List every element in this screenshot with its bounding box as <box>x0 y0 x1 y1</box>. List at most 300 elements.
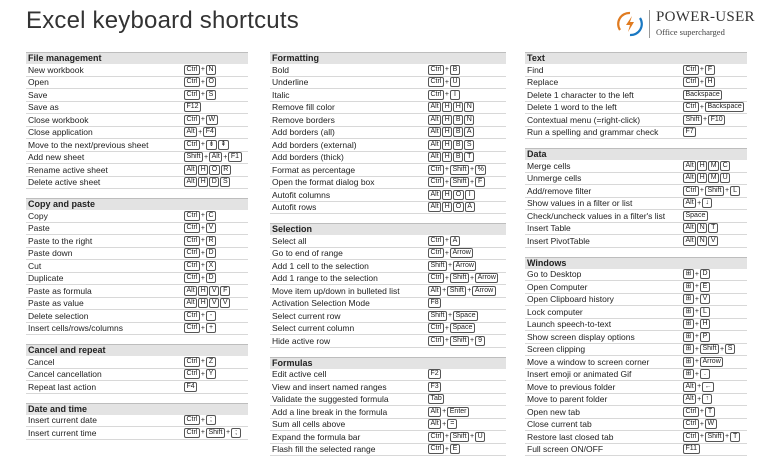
plus-sign: + <box>200 237 205 245</box>
keycap: ↓ <box>702 198 712 208</box>
keycap: U <box>475 432 485 442</box>
keycap: Shift <box>450 165 469 175</box>
shortcut-keys <box>428 298 441 308</box>
plus-sign: + <box>694 370 699 378</box>
shortcut-keys <box>683 90 722 100</box>
shortcut-keys <box>428 369 441 379</box>
shortcut-row <box>270 139 506 152</box>
plus-sign: + <box>699 103 704 111</box>
page-title: Excel keyboard shortcuts <box>26 7 299 34</box>
keycap: Ctrl <box>184 90 200 100</box>
keycap: Alt <box>428 140 441 150</box>
shortcut-row <box>525 294 747 307</box>
keycap: Ctrl <box>184 236 200 246</box>
shortcut-label: Delete selection <box>28 310 89 321</box>
shortcut-keys <box>428 382 441 392</box>
keycap: X <box>206 261 216 271</box>
shortcut-label: Move a window to screen corner <box>527 356 650 367</box>
shortcut-keys <box>683 344 735 354</box>
shortcut-keys <box>184 323 216 333</box>
keycap: ; <box>206 415 216 425</box>
keycap: V <box>700 294 710 304</box>
plus-sign: + <box>444 178 449 186</box>
keycap: N <box>697 236 707 246</box>
shortcut-row <box>26 285 248 298</box>
keycap: ⊞ <box>683 344 694 354</box>
shortcut-row <box>270 310 506 323</box>
keycap: Space <box>683 211 708 221</box>
keycap: F4 <box>203 127 216 137</box>
shortcut-label: Flash fill the selected range <box>272 444 376 455</box>
keycap: R <box>221 165 231 175</box>
shortcut-keys <box>428 273 498 283</box>
keycap: H <box>198 177 208 187</box>
keycap: Z <box>206 357 216 367</box>
keycap: Shift <box>184 152 203 162</box>
section-title: File management <box>26 52 248 64</box>
shortcut-keys <box>428 311 478 321</box>
shortcut-row <box>525 444 747 457</box>
keycap: Alt <box>428 190 441 200</box>
shortcut-row <box>270 419 506 432</box>
shortcut-row <box>525 160 747 173</box>
plus-sign: + <box>699 408 704 416</box>
keycap: U <box>450 77 460 87</box>
shortcut-row <box>525 77 747 90</box>
keycap: = <box>447 419 457 429</box>
shortcut-keys <box>428 102 474 112</box>
shortcut-label: Check/uncheck values in a filter's list <box>527 210 666 221</box>
plus-sign: + <box>699 433 704 441</box>
shortcut-label: Select current row <box>272 310 341 321</box>
shortcut-keys <box>184 273 216 283</box>
shortcut-label: Rename active sheet <box>28 164 108 175</box>
shortcut-label: Paste <box>28 223 50 234</box>
keycap: Alt <box>428 286 441 296</box>
plus-sign: + <box>198 128 203 136</box>
shortcut-row <box>26 139 248 152</box>
keycap: Y <box>206 369 216 379</box>
keycap: Alt <box>184 127 197 137</box>
shortcut-keys <box>184 369 216 379</box>
shortcut-label: Hide active row <box>272 335 331 346</box>
shortcut-label: Go to end of range <box>272 248 343 259</box>
keycap: ⊞ <box>683 369 694 379</box>
keycap: O <box>453 190 463 200</box>
keycap: C <box>720 161 730 171</box>
keycap: H <box>700 319 710 329</box>
shortcut-label: Paste to the right <box>28 235 93 246</box>
keycap: Space <box>453 311 478 321</box>
keycap: Arrow <box>472 286 495 296</box>
shortcut-row <box>26 235 248 248</box>
keycap: Ctrl <box>184 369 200 379</box>
shortcut-label: View and insert named ranges <box>272 381 387 392</box>
keycap: L <box>730 186 740 196</box>
keycap: Ctrl <box>428 336 444 346</box>
brand-logo <box>616 8 766 42</box>
shortcut-label: Add new sheet <box>28 152 85 163</box>
shortcut-label: Paste as formula <box>28 285 92 296</box>
keycap: Shift <box>447 286 466 296</box>
keycap: L <box>700 307 710 317</box>
shortcut-row <box>270 444 506 457</box>
shortcut-keys <box>683 102 744 112</box>
keycap: ↑ <box>702 394 712 404</box>
keycap: F3 <box>428 382 441 392</box>
shortcut-row <box>270 248 506 261</box>
shortcut-row <box>270 285 506 298</box>
shortcut-row <box>26 427 248 440</box>
keycap: Ctrl <box>184 77 200 87</box>
shortcut-row <box>525 198 747 211</box>
plus-sign: + <box>694 320 699 328</box>
shortcut-row <box>525 356 747 369</box>
section <box>270 357 506 457</box>
keycap: Ctrl <box>428 323 444 333</box>
keycap: B <box>453 140 463 150</box>
shortcut-label: Run a spelling and grammar check <box>527 127 659 138</box>
column-right <box>525 52 747 465</box>
plus-sign: + <box>204 153 209 161</box>
shortcut-label: Close current tab <box>527 419 592 430</box>
shortcut-label: Italic <box>272 89 290 100</box>
shortcut-label: Cancel cancellation <box>28 369 102 380</box>
shortcut-keys <box>184 165 231 175</box>
shortcut-label: Restore last closed tab <box>527 431 614 442</box>
shortcut-keys <box>184 211 216 221</box>
shortcut-label: Expand the formula bar <box>272 431 361 442</box>
keycap: H <box>705 77 715 87</box>
shortcut-row <box>26 273 248 286</box>
shortcut-label: Remove fill color <box>272 102 335 113</box>
plus-sign: + <box>200 312 205 320</box>
plus-sign: + <box>448 262 453 270</box>
keycap: H <box>697 173 707 183</box>
shortcut-label: Move to the next/previous sheet <box>28 139 149 150</box>
keycap: Alt <box>184 165 197 175</box>
keycap: S <box>725 344 735 354</box>
keycap: U <box>720 173 730 183</box>
keycap: Ctrl <box>683 65 699 75</box>
plus-sign: + <box>444 274 449 282</box>
keycap: Arrow <box>700 357 723 367</box>
keycap: H <box>198 286 208 296</box>
shortcut-keys <box>683 332 710 342</box>
shortcut-label: Sum all cells above <box>272 419 346 430</box>
shortcut-row <box>26 223 248 236</box>
keycap: ⊞ <box>683 269 694 279</box>
shortcut-row <box>26 415 248 428</box>
shortcut-label: Save <box>28 89 48 100</box>
keycap: F <box>705 65 715 75</box>
plus-sign: + <box>694 345 699 353</box>
plus-sign: + <box>200 66 205 74</box>
shortcut-label: Insert current time <box>28 427 97 438</box>
shortcut-label: Add borders (all) <box>272 127 335 138</box>
shortcut-row <box>26 210 248 223</box>
plus-sign: + <box>694 270 699 278</box>
shortcut-keys <box>428 261 476 271</box>
keycap: N <box>464 115 474 125</box>
keycap: H <box>198 298 208 308</box>
shortcut-keys <box>184 140 229 150</box>
shortcut-keys <box>184 382 197 392</box>
shortcut-row <box>26 114 248 127</box>
keycap: D <box>700 269 710 279</box>
keycap: D <box>206 273 216 283</box>
plus-sign: + <box>200 429 205 437</box>
keycap: Ctrl <box>428 273 444 283</box>
keycap: Ctrl <box>184 311 200 321</box>
shortcut-row <box>270 202 506 215</box>
keycap: Ctrl <box>184 248 200 258</box>
plus-sign: + <box>442 287 447 295</box>
shortcut-keys <box>683 198 712 208</box>
keycap: 9 <box>475 336 485 346</box>
shortcut-label: Cancel <box>28 356 55 367</box>
keycap: Ctrl <box>184 223 200 233</box>
plus-sign: + <box>467 287 472 295</box>
shortcut-label: Autofit columns <box>272 189 331 200</box>
shortcut-label: Add/remove filter <box>527 185 592 196</box>
shortcut-keys <box>184 298 230 308</box>
shortcut-keys <box>683 407 715 417</box>
keycap: % <box>475 165 486 175</box>
keycap: - <box>206 311 216 321</box>
keycap: Ctrl <box>683 186 699 196</box>
shortcut-label: Delete 1 word to the left <box>527 102 617 113</box>
keycap: Ctrl <box>428 65 444 75</box>
keycap: Alt <box>428 127 441 137</box>
shortcut-keys <box>683 211 708 221</box>
shortcut-row <box>26 356 248 369</box>
keycap: Ctrl <box>184 115 200 125</box>
shortcut-row <box>26 369 248 382</box>
shortcut-label: Activation Selection Mode <box>272 298 370 309</box>
keycap: Alt <box>428 152 441 162</box>
section <box>26 403 248 440</box>
shortcut-keys <box>428 77 460 87</box>
plus-sign: + <box>697 383 702 391</box>
keycap: Alt <box>683 161 696 171</box>
keycap: R <box>206 236 216 246</box>
shortcut-label: Open Clipboard history <box>527 294 614 305</box>
section-title: Copy and paste <box>26 198 248 210</box>
shortcut-label: Show screen display options <box>527 331 635 342</box>
shortcut-row <box>26 102 248 115</box>
shortcut-label: Show values in a filter or list <box>527 198 633 209</box>
keycap: O <box>206 77 216 87</box>
keycap: F8 <box>428 298 441 308</box>
keycap: Alt <box>428 102 441 112</box>
keycap: F4 <box>184 382 197 392</box>
keycap: ⊞ <box>683 282 694 292</box>
keycap: Shift <box>683 115 702 125</box>
shortcut-keys <box>428 65 460 75</box>
shortcut-row <box>270 77 506 90</box>
shortcut-keys <box>428 152 474 162</box>
keycap: Shift <box>428 261 447 271</box>
plus-sign: + <box>444 78 449 86</box>
keycap: S <box>206 90 216 100</box>
shortcut-label: Add a line break in the formula <box>272 406 388 417</box>
shortcut-row <box>26 177 248 190</box>
keycap: ⊞ <box>683 319 694 329</box>
keycap: . <box>700 369 710 379</box>
keycap: D <box>209 177 219 187</box>
shortcut-keys <box>184 65 216 75</box>
shortcut-label: Bold <box>272 64 290 75</box>
section <box>525 148 747 248</box>
shortcut-keys <box>683 186 740 196</box>
shortcut-label: Validate the suggested formula <box>272 394 389 405</box>
plus-sign: + <box>200 116 205 124</box>
section <box>270 223 506 348</box>
keycap: E <box>700 282 710 292</box>
section-title: Data <box>525 148 747 160</box>
keycap: B <box>450 65 460 75</box>
shortcut-keys <box>428 336 485 346</box>
plus-sign: + <box>725 187 730 195</box>
shortcut-label: Add borders (thick) <box>272 152 344 163</box>
keycap: Backspace <box>683 90 722 100</box>
shortcut-row <box>525 102 747 115</box>
shortcut-keys <box>428 165 486 175</box>
shortcut-label: Launch speech-to-text <box>527 319 612 330</box>
keycap: Alt <box>428 115 441 125</box>
keycap: F11 <box>683 444 700 454</box>
keycap: V <box>708 236 718 246</box>
shortcut-row <box>26 164 248 177</box>
keycap: V <box>220 298 230 308</box>
plus-sign: + <box>200 370 205 378</box>
shortcut-row <box>26 152 248 165</box>
shortcut-row <box>270 394 506 407</box>
shortcut-keys <box>428 394 444 404</box>
shortcut-row <box>270 369 506 382</box>
shortcut-label: Insert Table <box>527 223 571 234</box>
shortcut-label: Duplicate <box>28 273 64 284</box>
keycap: F2 <box>428 369 441 379</box>
keycap: Shift <box>705 432 724 442</box>
shortcut-label: Open <box>28 77 49 88</box>
shortcut-row <box>270 64 506 77</box>
brand-name: POWER-USER <box>656 9 755 25</box>
keycap: Alt <box>683 394 696 404</box>
plus-sign: + <box>444 249 449 257</box>
keycap: ⊞ <box>683 332 694 342</box>
section <box>525 257 747 457</box>
plus-sign: + <box>697 395 702 403</box>
shortcut-label: Copy <box>28 210 48 221</box>
shortcut-row <box>270 152 506 165</box>
shortcut-label: Contextual menu (=right-click) <box>527 114 641 125</box>
keycap: H <box>442 140 452 150</box>
plus-sign: + <box>444 433 449 441</box>
shortcut-label: Save as <box>28 102 59 113</box>
shortcut-row <box>270 298 506 311</box>
shortcut-keys <box>184 152 242 162</box>
shortcut-row <box>26 127 248 140</box>
shortcut-label: Open the format dialog box <box>272 177 375 188</box>
keycap: Ctrl <box>428 248 444 258</box>
keycap: Arrow <box>450 248 473 258</box>
section <box>26 344 248 394</box>
shortcut-row <box>525 406 747 419</box>
shortcut-label: Insert emoji or animated Gif <box>527 369 632 380</box>
shortcut-label: Close application <box>28 127 93 138</box>
plus-sign: + <box>200 91 205 99</box>
keycap: F1 <box>228 152 241 162</box>
keycap: Ctrl <box>184 357 200 367</box>
shortcut-keys <box>683 115 725 125</box>
shortcut-keys <box>683 382 714 392</box>
shortcut-row <box>525 344 747 357</box>
shortcut-label: Add 1 cell to the selection <box>272 260 369 271</box>
plus-sign: + <box>226 429 231 437</box>
plus-sign: + <box>200 78 205 86</box>
shortcut-row <box>270 89 506 102</box>
shortcut-keys <box>428 140 474 150</box>
keycap: N <box>206 65 216 75</box>
brand-tagline: Office supercharged <box>656 27 725 37</box>
shortcut-row <box>270 381 506 394</box>
section-title: Selection <box>270 223 506 235</box>
keycap: Ctrl <box>683 77 699 87</box>
shortcut-row <box>270 114 506 127</box>
section <box>270 52 506 214</box>
plus-sign: + <box>223 153 228 161</box>
keycap: F10 <box>708 115 725 125</box>
keycap: ⇞ <box>218 140 229 150</box>
keycap: M <box>708 173 719 183</box>
shortcut-label: Merge cells <box>527 160 571 171</box>
section-title: Formulas <box>270 357 506 369</box>
shortcut-label: Move to parent folder <box>527 394 608 405</box>
keycap: ⊞ <box>683 307 694 317</box>
shortcut-row <box>525 381 747 394</box>
plus-sign: + <box>200 358 205 366</box>
keycap: H <box>442 202 452 212</box>
keycap: ; <box>231 428 241 438</box>
keycap: Shift <box>700 344 719 354</box>
keycap: Ctrl <box>184 428 200 438</box>
section <box>525 52 747 139</box>
keycap: Ctrl <box>184 261 200 271</box>
plus-sign: + <box>699 420 704 428</box>
plus-sign: + <box>470 337 475 345</box>
shortcut-label: Open Computer <box>527 281 588 292</box>
keycap: Alt <box>428 202 441 212</box>
shortcut-row <box>525 185 747 198</box>
shortcut-row <box>270 164 506 177</box>
keycap: F7 <box>683 127 696 137</box>
shortcut-row <box>26 323 248 336</box>
shortcut-keys <box>428 444 460 454</box>
keycap: Shift <box>450 273 469 283</box>
shortcut-row <box>26 260 248 273</box>
shortcut-keys <box>428 190 475 200</box>
plus-sign: + <box>444 166 449 174</box>
section-title: Windows <box>525 257 747 269</box>
shortcut-label: Close workbook <box>28 114 89 125</box>
shortcut-row <box>270 406 506 419</box>
shortcut-keys <box>184 311 216 321</box>
keycap: ⊞ <box>683 294 694 304</box>
plus-sign: + <box>442 420 447 428</box>
keycap: A <box>465 202 475 212</box>
